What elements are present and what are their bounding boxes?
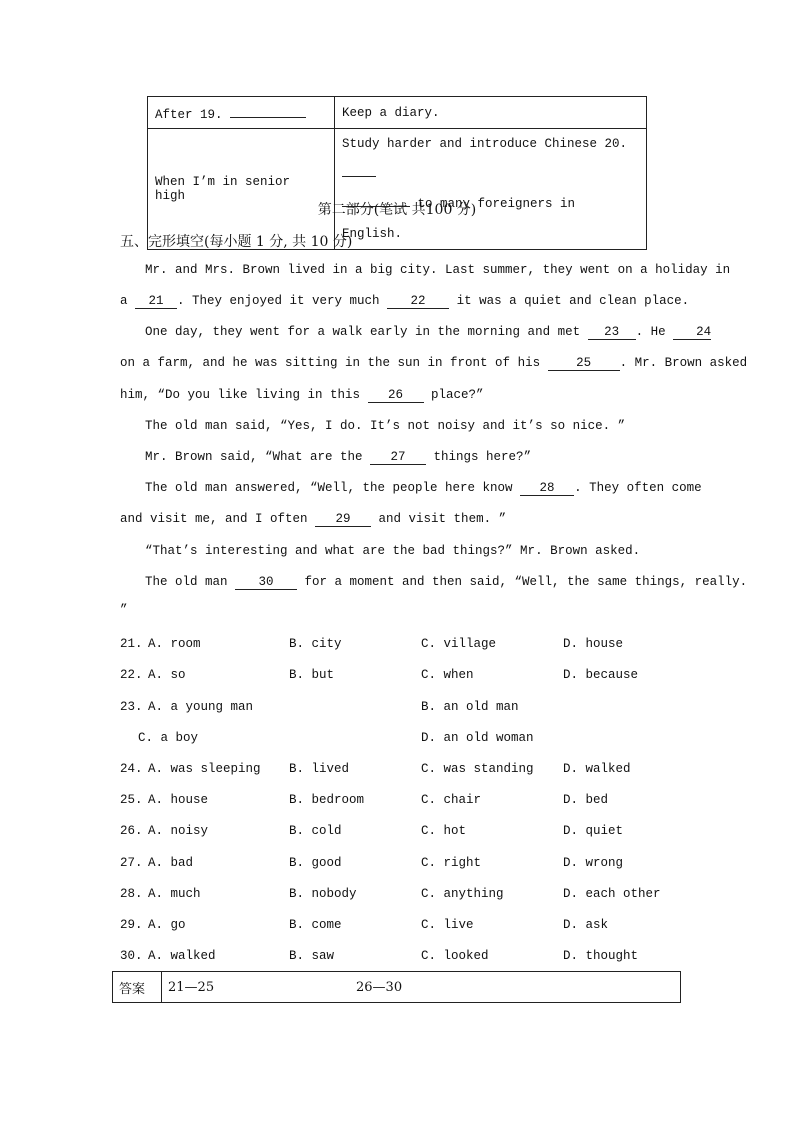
passage-text: The old man answered, “Well, the people here know <box>145 481 521 495</box>
passage-line <box>145 575 747 590</box>
option-number: 28. <box>120 887 143 901</box>
top-table <box>147 96 647 250</box>
option-d: D. thought <box>563 949 639 963</box>
passage-line <box>145 481 702 496</box>
passage-line <box>145 325 711 340</box>
option-number: 23. <box>120 700 143 714</box>
passage-line <box>120 388 484 403</box>
answer-label: 答案 <box>113 972 162 1003</box>
option-d: D. wrong <box>563 856 624 870</box>
option-b: B. nobody <box>289 887 357 901</box>
passage-text: and visit me, and I often <box>120 512 316 526</box>
option-d: D. walked <box>563 762 631 776</box>
passage-line <box>120 356 747 371</box>
passage-line <box>120 294 689 309</box>
passage-text: . Mr. Brown asked <box>619 356 748 370</box>
row2-left-text: When I’m in senior high <box>148 129 335 250</box>
option-number: 22. <box>120 668 143 682</box>
section-title: 第二部分(笔试 共100 分) <box>317 202 477 218</box>
option-c: C. chair <box>421 793 482 807</box>
option-c: C. when <box>421 668 474 682</box>
blank-23: 23 <box>588 325 636 340</box>
option-a: A. a young man <box>148 700 254 714</box>
option-d: D. house <box>563 637 624 651</box>
option-number: 27. <box>120 856 143 870</box>
passage-text: . They enjoyed it very much <box>177 294 388 308</box>
option-c: C. looked <box>421 949 489 963</box>
option-b: B. bedroom <box>289 793 365 807</box>
passage-text: place?” <box>423 388 484 402</box>
blank-24: 24 <box>673 325 711 340</box>
option-d: D. quiet <box>563 824 624 838</box>
option-number: 30. <box>120 949 143 963</box>
blank-22: 22 <box>387 294 449 309</box>
option-b: B. good <box>289 856 342 870</box>
row1-left-text: After 19. <box>155 108 231 122</box>
passage-line <box>145 450 531 465</box>
passage-text: him, “Do you like living in this <box>120 388 368 402</box>
option-c: C. hot <box>421 824 467 838</box>
passage-text: on a farm, and he was sitting in the sun in front of his <box>120 356 548 370</box>
passage-text: it was a quiet and clean place. <box>449 294 690 308</box>
part-title: 五、完形填空(每小题 1 分, 共 10 分) <box>120 234 353 250</box>
blank-27: 27 <box>370 450 426 465</box>
option-b: B. an old man <box>421 700 519 714</box>
option-c: C. live <box>421 918 474 932</box>
option-a: A. room <box>148 637 201 651</box>
blank-29: 29 <box>315 512 371 527</box>
row2-right-line2: to many foreigners in English. <box>342 197 576 241</box>
option-a: A. much <box>148 887 201 901</box>
option-b: B. saw <box>289 949 335 963</box>
passage-line: The old man said, “Yes, I do. It’s not noisy and it’s so nice. ” <box>145 419 626 433</box>
passage-text: The old man <box>145 575 236 589</box>
option-a: A. was sleeping <box>148 762 261 776</box>
option-d: D. an old woman <box>421 731 534 745</box>
passage-text: One day, they went for a walk early in the morning and met <box>145 325 588 339</box>
blank-28: 28 <box>520 481 574 496</box>
option-b: B. but <box>289 668 335 682</box>
blank-21: 21 <box>135 294 177 309</box>
option-c: C. a boy <box>138 731 199 745</box>
option-a: A. bad <box>148 856 194 870</box>
passage-text: and visit them. ” <box>371 512 507 526</box>
blank-25: 25 <box>548 356 620 371</box>
answer-blank-20a <box>342 162 376 177</box>
blank-30: 30 <box>235 575 297 590</box>
blank-26: 26 <box>368 388 424 403</box>
passage-text: Mr. Brown said, “What are the <box>145 450 371 464</box>
option-c: C. right <box>421 856 482 870</box>
option-b: B. lived <box>289 762 350 776</box>
option-number: 26. <box>120 824 143 838</box>
passage-line: Mr. and Mrs. Brown lived in a big city. Last summer, they went on a holiday in <box>145 263 731 277</box>
option-number: 29. <box>120 918 143 932</box>
answer-cell[interactable] <box>162 972 681 1003</box>
option-b: B. cold <box>289 824 342 838</box>
option-d: D. because <box>563 668 639 682</box>
option-c: C. was standing <box>421 762 534 776</box>
answer-blank-19 <box>230 103 306 118</box>
passage-text: a <box>120 294 136 308</box>
option-number: 25. <box>120 793 143 807</box>
passage-text: things here?” <box>426 450 532 464</box>
passage-text: for a moment and then said, “Well, the same things, really. <box>297 575 748 589</box>
answer-table <box>112 971 681 1003</box>
row1-right-text: Keep a diary. <box>335 97 647 129</box>
option-a: A. go <box>148 918 186 932</box>
top-table-cell <box>335 129 647 250</box>
option-d: D. bed <box>563 793 609 807</box>
passage-line <box>120 512 506 527</box>
passage-text: . They often come <box>574 481 702 495</box>
option-a: A. noisy <box>148 824 209 838</box>
option-a: A. walked <box>148 949 216 963</box>
answer-range-26-30: 26—30 <box>356 979 403 995</box>
option-c: C. anything <box>421 887 504 901</box>
option-number: 21. <box>120 637 143 651</box>
option-b: B. city <box>289 637 342 651</box>
option-a: A. so <box>148 668 186 682</box>
option-number: 24. <box>120 762 143 776</box>
answer-range-21-25: 21—25 <box>168 979 215 995</box>
passage-line: “That’s interesting and what are the bad things?” Mr. Brown asked. <box>145 544 641 558</box>
option-c: C. village <box>421 637 497 651</box>
top-table-cell <box>148 97 335 129</box>
option-a: A. house <box>148 793 209 807</box>
option-b: B. come <box>289 918 342 932</box>
passage-text: . He <box>635 325 674 339</box>
option-d: D. each other <box>563 887 661 901</box>
option-d: D. ask <box>563 918 609 932</box>
row2-right-line1: Study harder and introduce Chinese 20. <box>342 137 628 151</box>
passage-line: ” <box>120 603 128 617</box>
